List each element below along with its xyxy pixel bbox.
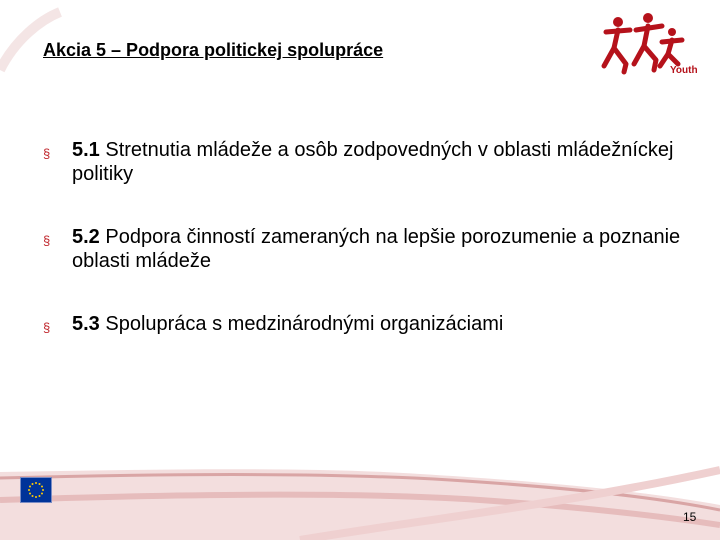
page-number: 15 <box>683 510 697 524</box>
slide-title: Akcia 5 – Podpora politickej spolupráce <box>43 40 384 60</box>
logo-text: Youth <box>670 65 698 76</box>
bullet-marker: § <box>43 146 51 161</box>
bullet-text: Stretnutia mládeže a osôb zodpovedných v oblasti mládežníckej politiky <box>72 139 674 185</box>
bullet-number: 5.2 <box>72 226 100 248</box>
bullet-item <box>43 312 683 336</box>
bullet-marker: § <box>43 233 51 248</box>
bullet-text: Spolupráca s medzinárodnými organizáciami <box>99 313 504 335</box>
bullet-marker: § <box>43 320 51 335</box>
eu-flag-icon <box>20 477 52 503</box>
bullet-number: 5.1 <box>72 139 100 161</box>
bullet-number: 5.3 <box>72 313 100 335</box>
bullet-list <box>43 138 683 336</box>
bullet-item <box>43 225 683 273</box>
bullet-item <box>43 138 683 186</box>
bullet-text: Podpora činností zameraných na lepšie porozumenie a poznanie oblasti mládeže <box>72 226 681 272</box>
